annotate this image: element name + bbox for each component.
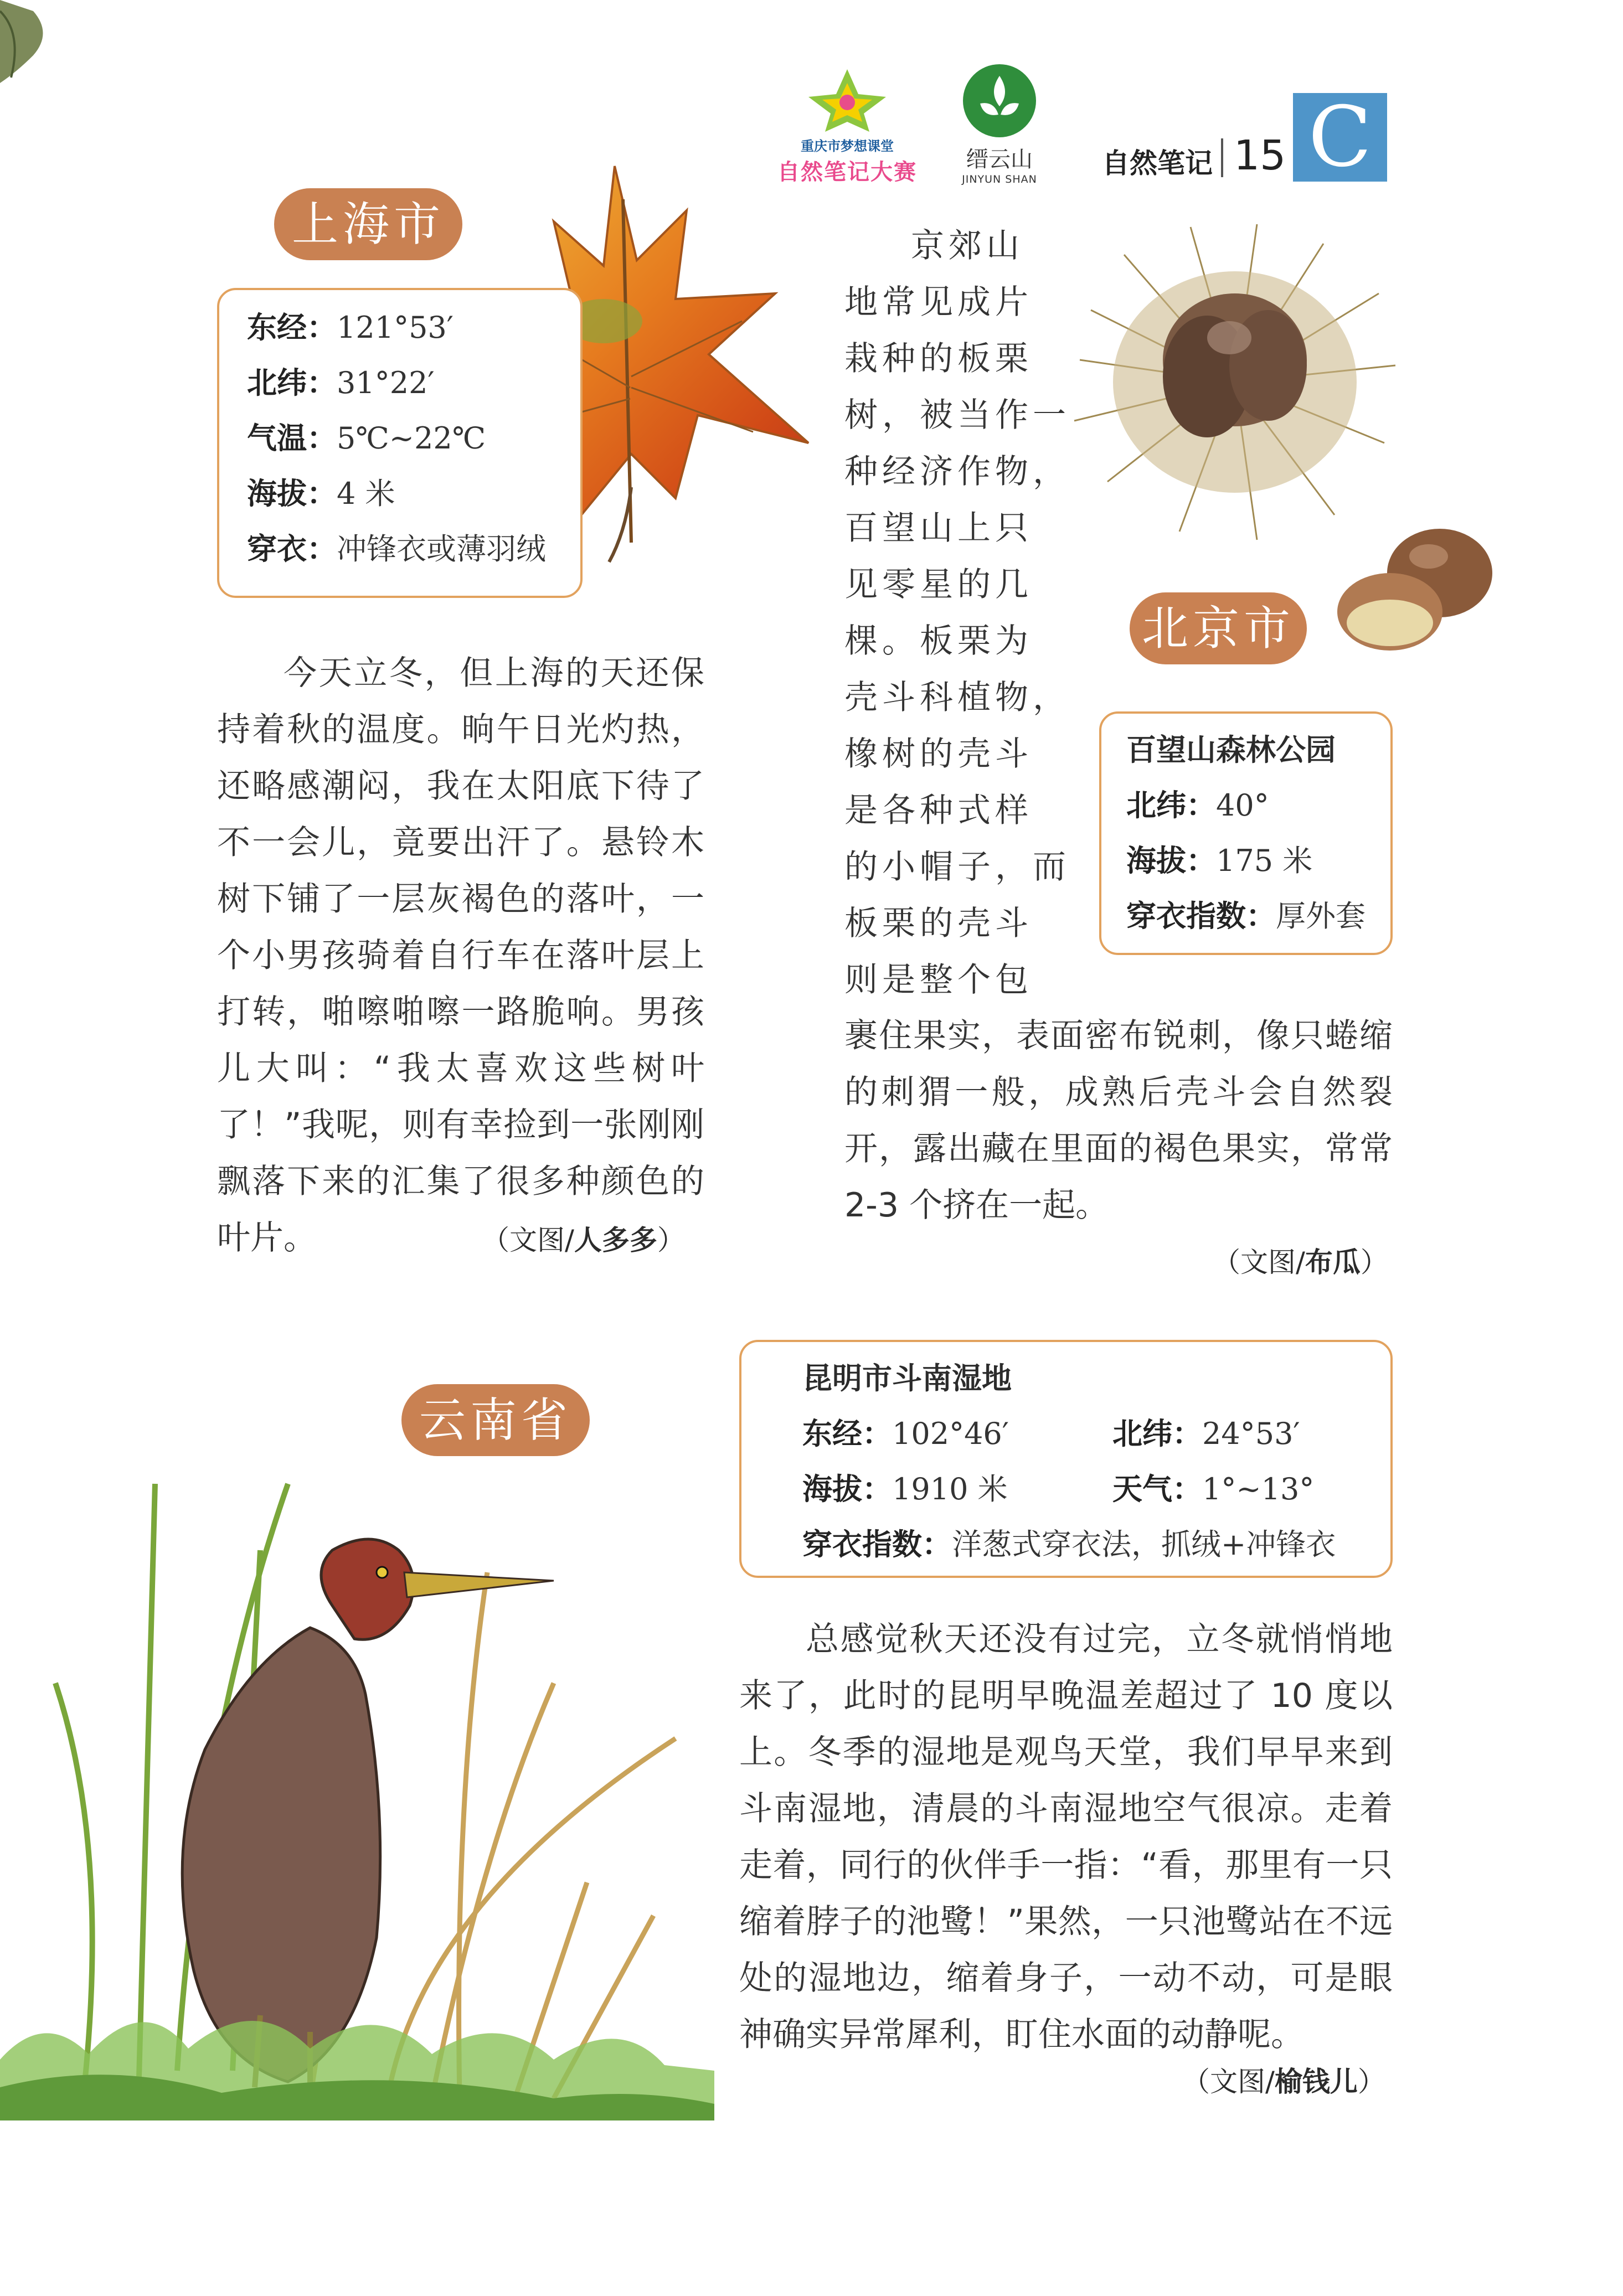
- beijing-info-box: [1099, 711, 1393, 955]
- shanghai-info-longitude: 东经：121°53′: [247, 310, 454, 345]
- yunnan-info-clothing: 穿衣指数：洋葱式穿衣法，抓绒+冲锋衣: [802, 1527, 1336, 1562]
- shanghai-info-temperature: 气温：5℃~22℃: [247, 421, 486, 456]
- section-letter-badge: [1293, 89, 1387, 185]
- jinyun-en: JINYUN SHAN: [962, 173, 1037, 185]
- beijing-info-altitude: 海拔：175 米: [1126, 843, 1313, 878]
- beijing-info-latitude: 北纬：40°: [1126, 788, 1269, 823]
- beijing-text-column: 京郊山 地常见成片 栽种的板栗 树，被当作一 种经济作物， 百望山上只 见零星的几 棵。板栗为 壳斗科植物， 橡树的壳斗 是各种式样 的小帽子，而 板栗的壳斗 则是整个包: [844, 226, 1070, 999]
- shanghai-info-clothing: 穿衣：冲锋衣或薄羽绒: [247, 532, 546, 566]
- pond-heron-illustration: [0, 1462, 714, 2120]
- shanghai-info-box: [217, 288, 583, 598]
- beijing-info-clothing: 穿衣指数：厚外套: [1126, 899, 1366, 933]
- beijing-credit: （文图/布瓜）: [1213, 1246, 1388, 1278]
- corner-leaf-illustration: [0, 0, 61, 89]
- yunnan-paragraph: 总感觉秋天还没有过完，立冬就悄悄地来了，此时的昆明早晚温差超过了 10 度以上。冬季的湿地是观鸟天堂，我们早早来到斗南湿地，清晨的斗南湿地空气很凉。走着走着，同行的伙伴手一指：“看，那里有一只缩着脖子的池鹭！”果然，一只池鹭站在不远处的湿地边，缩着身子，一动不动，可是眼神确实异常犀利，盯住水面的动静呢。: [739, 1620, 1393, 2054]
- yunnan-info-row2: 海拔：1910 米 天气：1°~13°: [802, 1472, 1315, 1506]
- star-logo-icon: [767, 66, 928, 133]
- jinyun-leaf-icon: [961, 62, 1038, 140]
- yunnan-title: 云南省: [401, 1384, 590, 1456]
- chestnut-burr-illustration: [1069, 221, 1401, 543]
- yunnan-text: [739, 1611, 1393, 2063]
- chestnut-nuts-illustration: [1329, 523, 1501, 656]
- shanghai-info-latitude: 北纬：31°22′: [247, 365, 435, 400]
- shanghai-text: [217, 645, 704, 1266]
- beijing-paragraph-rest: 裹住果实，表面密布锐刺，像只蜷缩的刺猬一般，成熟后壳斗会自然裂开，露出藏在里面的褐色果实，常常 2-3 个挤在一起。: [844, 1017, 1393, 1225]
- page-number: 15: [1234, 132, 1286, 179]
- logo1-line2: 自然笔记大赛: [777, 159, 917, 185]
- beijing-info-title: 百望山森林公园: [1126, 732, 1336, 767]
- logo1-line1: 重庆市梦想课堂: [801, 138, 894, 154]
- yunnan-credit: （文图/榆钱儿）: [1182, 2066, 1385, 2098]
- section-letter: C: [1308, 89, 1372, 185]
- shanghai-info-altitude: 海拔：4 米: [247, 476, 395, 511]
- shanghai-paragraph: 今天立冬，但上海的天还保持着秋的温度。晌午日光灼热，还略感潮闷，我在太阳底下待了不一会儿，竟要出汗了。悬铃木树下铺了一层灰褐色的落叶，一个小男孩骑着自行车在落叶层上打转，啪嚓啪嚓一路脆响。男孩儿大叫：“我太喜欢这些树叶了！”我呢，则有幸捡到一张刚刚飘落下来的汇集了很多种颜色的叶片。: [217, 654, 704, 1257]
- beijing-text-rest: [844, 1008, 1393, 1234]
- shanghai-credit: （文图/人多多）: [482, 1224, 685, 1256]
- yunnan-info-row1: 东经：102°46′ 北纬：24°53′: [802, 1416, 1300, 1451]
- jinyun-name: 缙云山: [966, 147, 1033, 172]
- section-label: 自然笔记: [1102, 147, 1213, 179]
- shanghai-title: 上海市: [274, 188, 462, 260]
- logo-jinyun: [955, 62, 1044, 189]
- yunnan-info-title: 昆明市斗南湿地: [802, 1361, 1012, 1396]
- header-divider: [1221, 138, 1223, 177]
- yunnan-info-box: [739, 1340, 1393, 1578]
- beijing-title: 北京市: [1130, 592, 1307, 664]
